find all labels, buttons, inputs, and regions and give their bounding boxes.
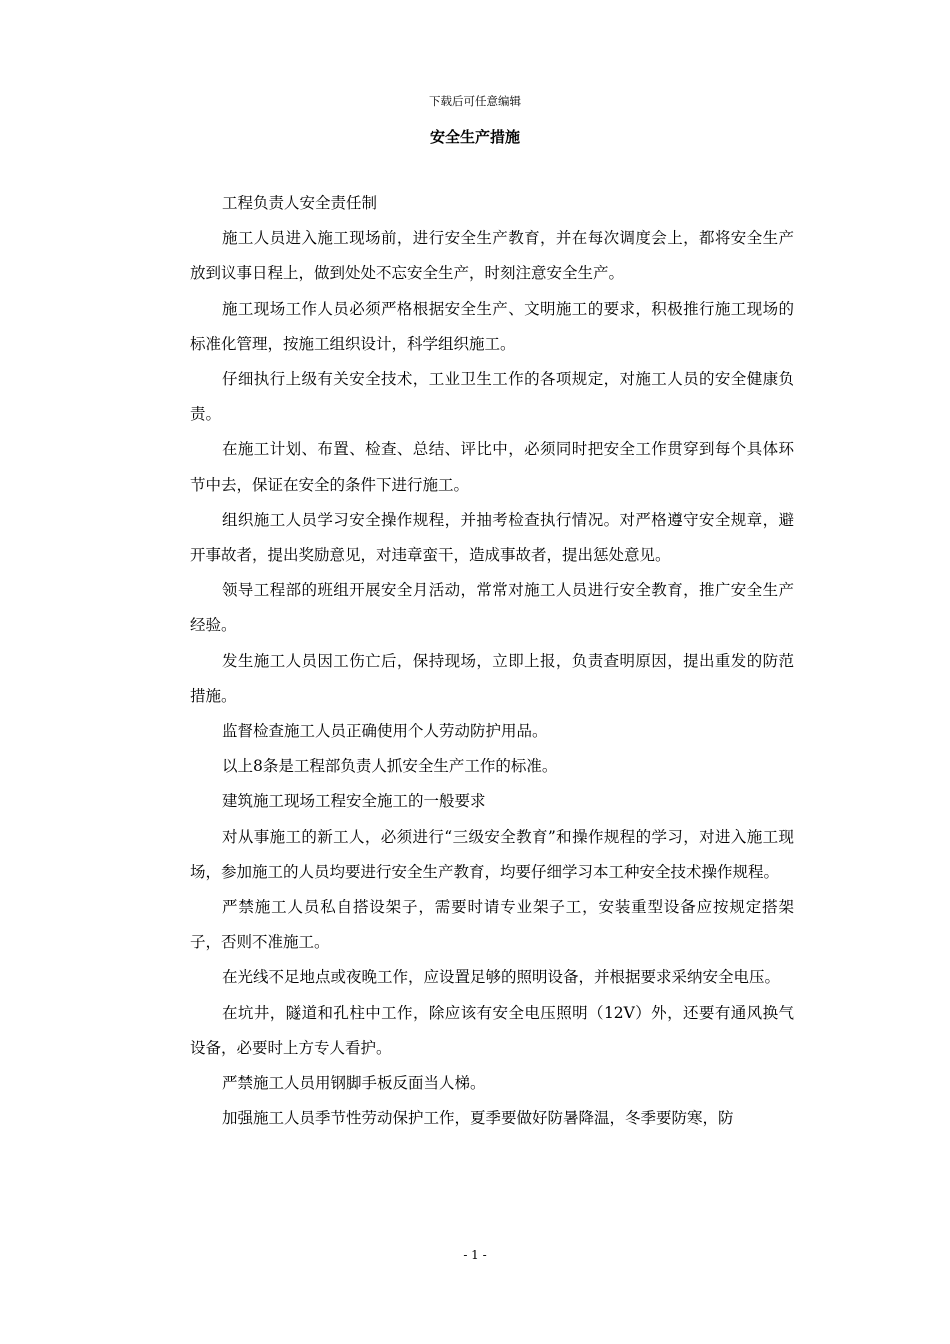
document-title: 安全生产措施 bbox=[429, 128, 520, 146]
page-number: - 1 - bbox=[463, 1248, 487, 1262]
paragraph-heading: 工程负责人安全责任制 bbox=[222, 194, 378, 212]
paragraph: 领导工程部的班组开展安全月活动，常常对施工人员进行安全教育，推广安全生产经验。 bbox=[190, 581, 794, 635]
paragraph: 以上8条是工程部负责人抓安全生产工作的标准。 bbox=[222, 757, 558, 776]
paragraph: 施工人员进入施工现场前，进行安全生产教育，并在每次调度会上，都将安全生产放到议事日程上，做到处处不忘安全生产，时刻注意安全生产。 bbox=[190, 229, 794, 283]
paragraph: 在光线不足地点或夜晚工作，应设置足够的照明设备，并根据要求采纳安全电压。 bbox=[222, 968, 781, 987]
paragraph: 在坑井，隧道和孔柱中工作，除应该有安全电压照明（12V）外，还要有通风换气设备，必要时上方专人看护。 bbox=[190, 1003, 794, 1057]
header-note: 下载后可任意编辑 bbox=[429, 94, 521, 108]
paragraph: 严禁施工人员用钢脚手板反面当人梯。 bbox=[222, 1074, 486, 1093]
document-body bbox=[190, 186, 794, 1136]
paragraph: 仔细执行上级有关安全技术，工业卫生工作的各项规定，对施工人员的安全健康负责。 bbox=[190, 370, 794, 424]
paragraph: 发生施工人员因工伤亡后，保持现场，立即上报，负责查明原因，提出重发的防范措施。 bbox=[190, 651, 794, 705]
paragraph-heading: 建筑施工现场工程安全施工的一般要求 bbox=[222, 792, 486, 811]
paragraph: 施工现场工作人员必须严格根据安全生产、文明施工的要求，积极推行施工现场的标准化管理，按施工组织设计，科学组织施工。 bbox=[190, 299, 794, 353]
paragraph: 严禁施工人员私自搭设架子，需要时请专业架子工，安装重型设备应按规定搭架子，否则不准施工。 bbox=[190, 898, 794, 952]
paragraph: 监督检查施工人员正确使用个人劳动防护用品。 bbox=[222, 722, 548, 741]
paragraph: 在施工计划、布置、检查、总结、评比中，必须同时把安全工作贯穿到每个具体环节中去，保证在安全的条件下进行施工。 bbox=[190, 440, 794, 494]
paragraph: 对从事施工的新工人，必须进行“三级安全教育”和操作规程的学习，对进入施工现场，参加施工的人员均要进行安全生产教育，均要仔细学习本工种安全技术操作规程。 bbox=[190, 827, 794, 881]
paragraph: 加强施工人员季节性劳动保护工作，夏季要做好防暑降温，冬季要防寒，防 bbox=[222, 1109, 734, 1128]
paragraph: 组织施工人员学习安全操作规程，并抽考检查执行情况。对严格遵守安全规章，避开事故者，提出奖励意见，对违章蛮干，造成事故者，提出惩处意见。 bbox=[190, 510, 794, 565]
